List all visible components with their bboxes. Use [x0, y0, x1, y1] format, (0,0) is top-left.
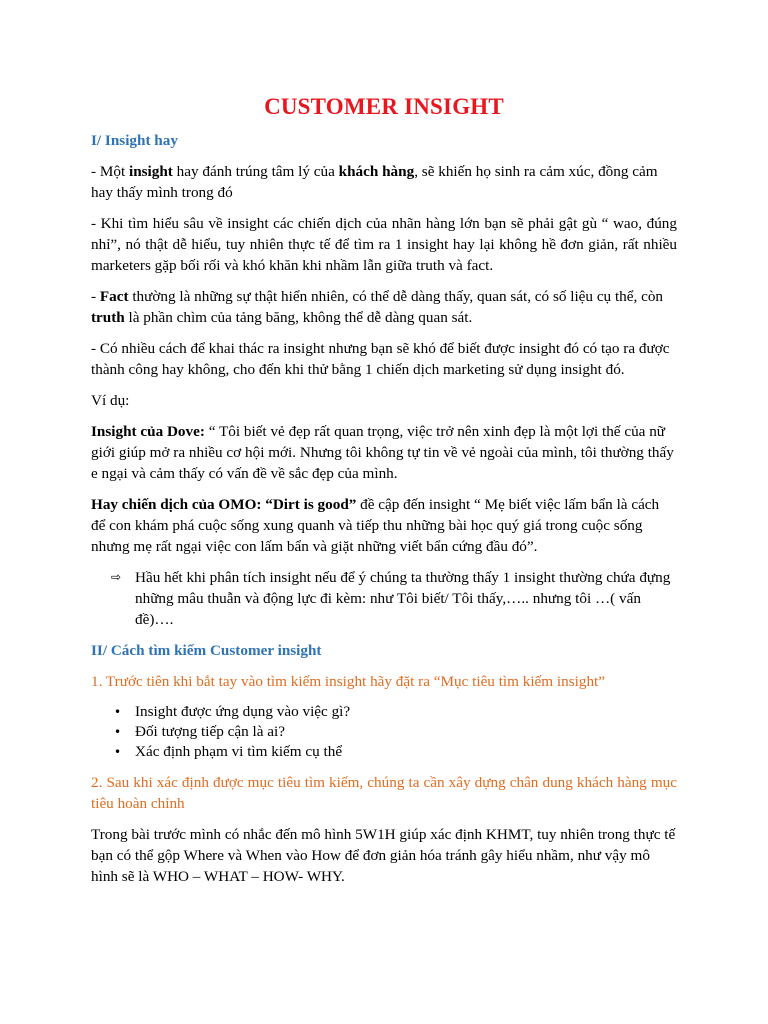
bullet-dot-icon: • [114, 705, 122, 719]
section-2-heading: II/ Cách tìm kiếm Customer insight [91, 642, 322, 659]
paragraph-fact-truth [91, 286, 677, 328]
bold-insight: insight [128, 163, 173, 180]
omo-text: đề cập đến insight “ Mẹ biết việc lấm bẩn là cách để con khám phá cuộc sống xung quanh và tiếp thu những bài học quý giá trong cuộc sống nhưng mẹ rất ngại việc con lấm bẩn và giặt những viết bẩn cứng đầu đó”. [91, 496, 660, 555]
text-run: hay đánh trúng tâm lý của [172, 163, 339, 180]
bullet-dot-icon: • [114, 745, 122, 759]
list-item [91, 742, 677, 762]
arrow-right-outline-icon: ⇨ [111, 570, 122, 584]
list-item-text: Xác định phạm vi tìm kiếm cụ thể [135, 743, 343, 760]
bullet-dot-icon: • [114, 725, 122, 739]
example-label: Ví dụ: [91, 392, 130, 409]
text-run: , sẽ khiến họ sinh ra cảm xúc, đồng cảm hay thấy mình trong đó [91, 163, 658, 201]
paragraph-insight-definition [91, 161, 677, 203]
bold-fact: Fact [99, 288, 129, 305]
bold-truth: truth [91, 309, 125, 326]
step-2-heading: 2. Sau khi xác định được mục tiêu tìm kiếm, chúng ta cần xây dựng chân dung khách hàng mục tiêu hoàn chỉnh [91, 774, 677, 812]
text-run: là phần chìm của tảng băng, không thể dễ dàng quan sát. [124, 309, 473, 326]
list-item-text: Đối tượng tiếp cận là ai? [135, 723, 285, 740]
arrow-note [91, 567, 677, 630]
text-run: thường là những sự thật hiển nhiên, có thể dễ dàng thấy, quan sát, có số liệu cụ thể, còn [128, 288, 664, 305]
text-run: - [91, 288, 100, 305]
list-item [91, 702, 677, 722]
list-item [91, 722, 677, 742]
arrow-note-text: Hầu hết khi phân tích insight nếu để ý chúng ta thường thấy 1 insight thường chứa đựng những mâu thuẫn và động lực đi kèm: như Tôi biết/ Tôi thấy,….. nhưng tôi …( vấn đề)…. [135, 569, 671, 628]
dove-label: Insight của Dove: [91, 423, 205, 440]
paragraph-omo-campaign [91, 494, 677, 557]
step-1-heading: 1. Trước tiên khi bắt tay vào tìm kiếm insight hãy đặt ra “Mục tiêu tìm kiếm insight” [91, 673, 606, 690]
bold-customer: khách hàng [338, 163, 415, 180]
paragraph-dove-insight [91, 421, 677, 484]
paragraph-exploit-insight: - Có nhiều cách để khai thác ra insight nhưng bạn sẽ khó để biết được insight đó có tạo ra được thành công hay không, cho đến khi thử bằng 1 chiến dịch marketing sử dụng insight đó. [91, 340, 670, 378]
paragraph-5w1h-model: Trong bài trước mình có nhắc đến mô hình 5W1H giúp xác định KHMT, tuy nhiên trong thực tế bạn có thể gộp Where và When vào How để đơn giản hóa tránh gây hiểu nhầm, như vậy mô hình sẽ là WHO – WHAT – HOW- WHY. [91, 826, 676, 885]
dove-text: “ Tôi biết vẻ đẹp rất quan trọng, việc trở nên xinh đẹp là một lợi thế của nữ giới giúp mở ra nhiều cơ hội mới. Nhưng tôi không tự tin về vẻ ngoài của mình, tôi thường thấy e ngại và cảm thấy có vấn đề về sắc đẹp của mình. [91, 423, 674, 482]
list-item-text: Insight được ứng dụng vào việc gì? [135, 703, 351, 720]
document-title: CUSTOMER INSIGHT [264, 94, 504, 119]
document-page [91, 92, 677, 897]
omo-label: Hay chiến dịch của OMO: “Dirt is good” [91, 496, 357, 513]
bullet-list [91, 702, 677, 762]
text-run: - Một [91, 163, 129, 180]
section-1-heading: I/ Insight hay [91, 132, 178, 149]
paragraph-truth-vs-fact: - Khi tìm hiểu sâu về insight các chiến dịch của nhãn hàng lớn bạn sẽ phải gật gù “ wao, đúng nhỉ”, nó thật dễ hiểu, tuy nhiên thực tế để tìm ra 1 insight hay lại không hề đơn giản, rất nhiều marketers gặp bối rối và khó khăn khi nhầm lẫn giữa truth và fact. [91, 215, 677, 274]
